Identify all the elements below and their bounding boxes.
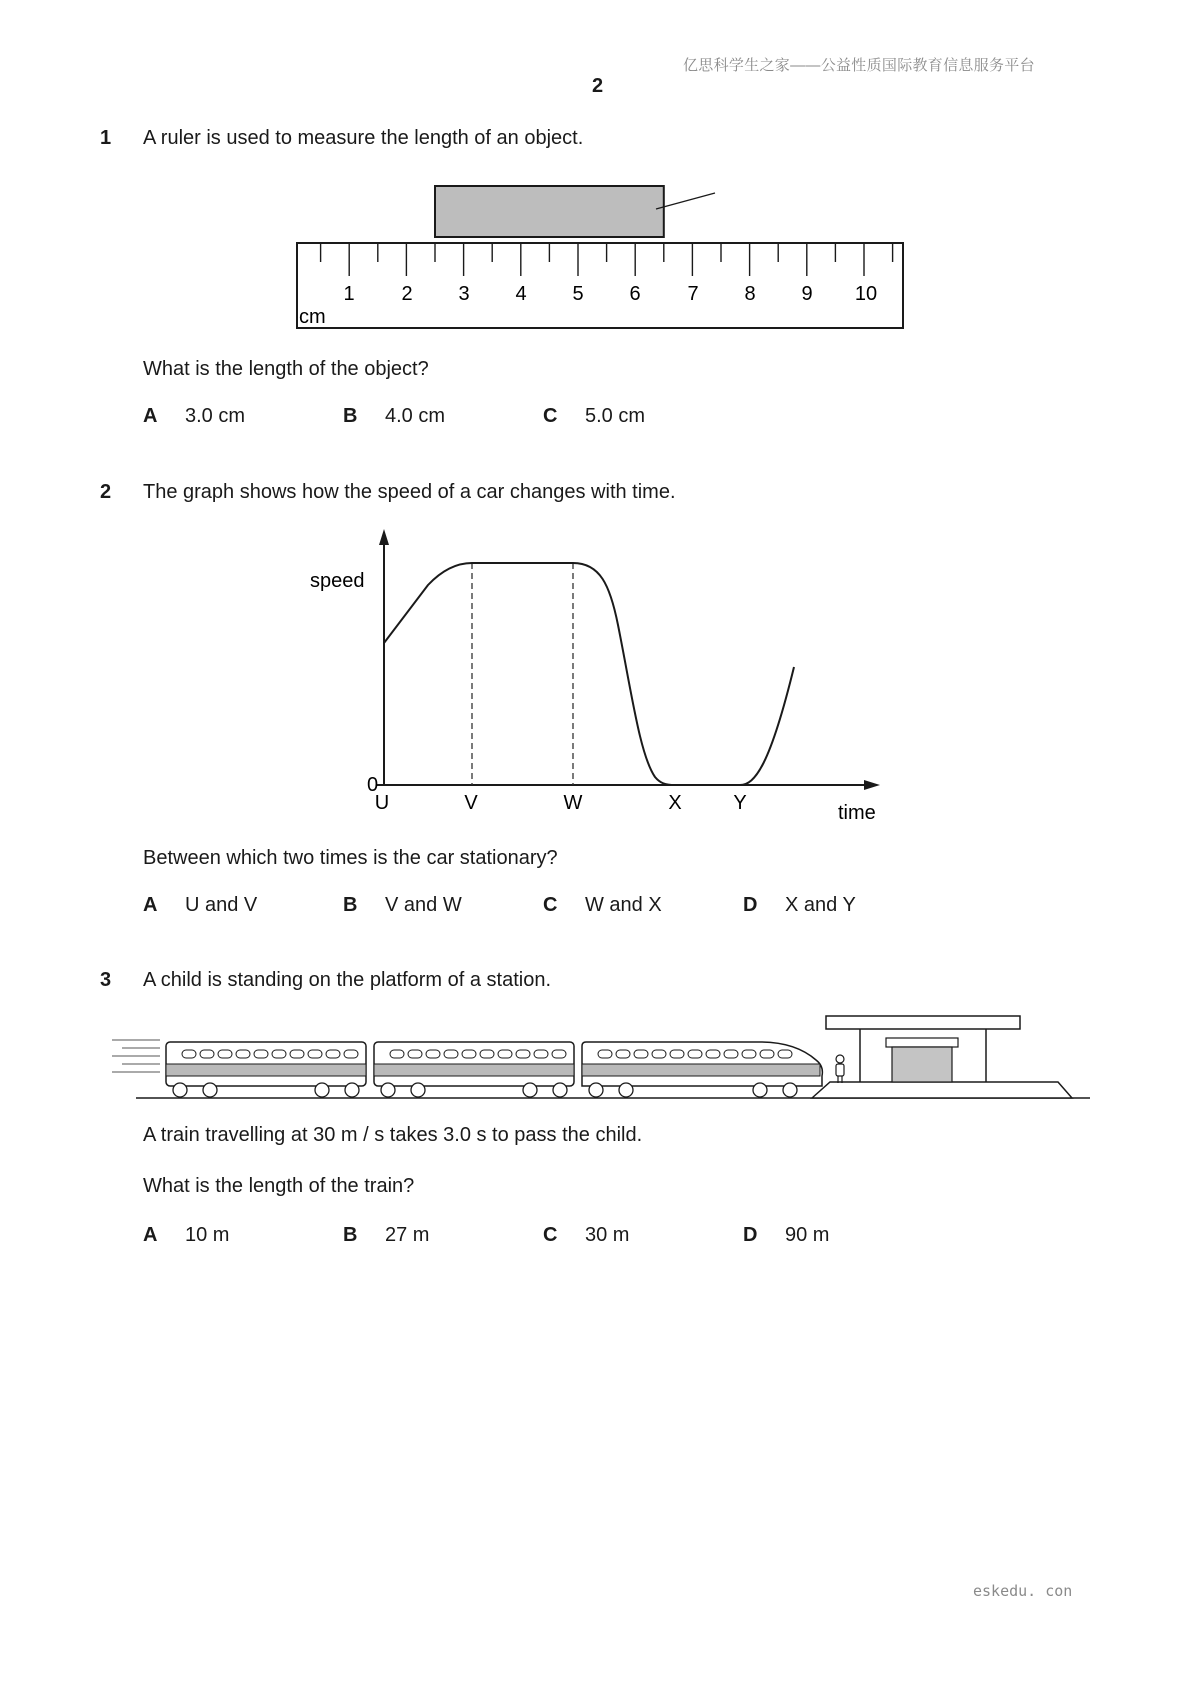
ruler-label-9: 9 (801, 283, 813, 305)
q3-option-b-letter: B (343, 1224, 358, 1246)
footer-site: eskedu. con (973, 1582, 1073, 1600)
q3-option-b-value: 27 m (385, 1224, 430, 1246)
q2-option-c-letter: C (543, 894, 558, 916)
q2-option-a-value: U and V (185, 894, 258, 916)
ruler-label-1: 1 (343, 283, 355, 305)
q2-option-d-value: X and Y (785, 894, 856, 916)
speed-time-graph (300, 525, 900, 830)
q3-option-a-letter: A (143, 1224, 158, 1246)
ruler-unit-label: cm (299, 306, 326, 328)
q1-option-c-letter: C (543, 405, 558, 427)
ruler-label-7: 7 (687, 283, 699, 305)
q1-option-b-value: 4.0 cm (385, 405, 446, 427)
q2-option-c-value: W and X (585, 894, 662, 916)
x-axis-arrow (864, 780, 880, 790)
x-tick-x: X (668, 792, 682, 814)
x-tick-u: U (374, 792, 390, 814)
ruler-label-3: 3 (458, 283, 470, 305)
q1-option-b-letter: B (343, 405, 358, 427)
q3-option-a-value: 10 m (185, 1224, 230, 1246)
x-tick-w: W (563, 792, 583, 814)
q3-option-d-value: 90 m (785, 1224, 830, 1246)
ruler-label-5: 5 (572, 283, 584, 305)
ruler-label-4: 4 (515, 283, 527, 305)
motion-lines (112, 1040, 160, 1072)
object-pointer-line (656, 193, 715, 209)
question-1-prompt: What is the length of the object? (143, 358, 429, 380)
q1-option-a-letter: A (143, 405, 158, 427)
q2-option-a-letter: A (143, 894, 158, 916)
q3-option-d-letter: D (743, 1224, 758, 1246)
page-number: 2 (592, 75, 604, 97)
q2-option-b-letter: B (343, 894, 358, 916)
train-car-3 (582, 1042, 822, 1097)
ruler-label-10: 10 (854, 283, 878, 305)
q3-option-c-value: 30 m (585, 1224, 630, 1246)
question-1-number: 1 (100, 127, 112, 149)
q1-option-c-value: 5.0 cm (585, 405, 646, 427)
q3-option-c-letter: C (543, 1224, 558, 1246)
y-axis-label: speed (310, 570, 365, 592)
q2-option-b-value: V and W (385, 894, 462, 916)
watermark-header: 亿思科学生之家——公益性质国际教育信息服务平台 (683, 57, 1035, 74)
q2-option-d-letter: D (743, 894, 758, 916)
ruler-label-2: 2 (401, 283, 413, 305)
y-origin-label: 0 (367, 774, 379, 796)
child-figure (836, 1055, 844, 1083)
question-2-number: 2 (100, 481, 112, 503)
train-car-2 (374, 1042, 574, 1097)
station-roof (826, 1016, 1020, 1029)
train-car-1 (166, 1042, 366, 1097)
speed-curve (384, 563, 794, 785)
x-tick-v: V (464, 792, 478, 814)
question-3-number: 3 (100, 969, 112, 991)
question-3-text: A child is standing on the platform of a station. (143, 969, 552, 991)
measured-object (435, 186, 664, 237)
y-axis-arrow (379, 529, 389, 545)
x-axis-label: time (838, 802, 876, 824)
platform (812, 1082, 1072, 1098)
ruler-diagram (290, 180, 910, 330)
ruler-label-6: 6 (629, 283, 641, 305)
x-tick-y: Y (733, 792, 747, 814)
train (166, 1042, 822, 1097)
train-station-diagram (100, 1010, 1100, 1105)
question-2-prompt: Between which two times is the car stationary? (143, 847, 558, 869)
q1-option-a-value: 3.0 cm (185, 405, 246, 427)
question-3-statement: A train travelling at 30 m / s takes 3.0 s to pass the child. (143, 1124, 643, 1146)
ruler-label-8: 8 (744, 283, 756, 305)
question-3-prompt: What is the length of the train? (143, 1175, 415, 1197)
question-2-text: The graph shows how the speed of a car changes with time. (143, 481, 676, 503)
station-booth (892, 1047, 952, 1082)
station-sign (886, 1038, 958, 1047)
question-1-text: A ruler is used to measure the length of an object. (143, 127, 584, 149)
